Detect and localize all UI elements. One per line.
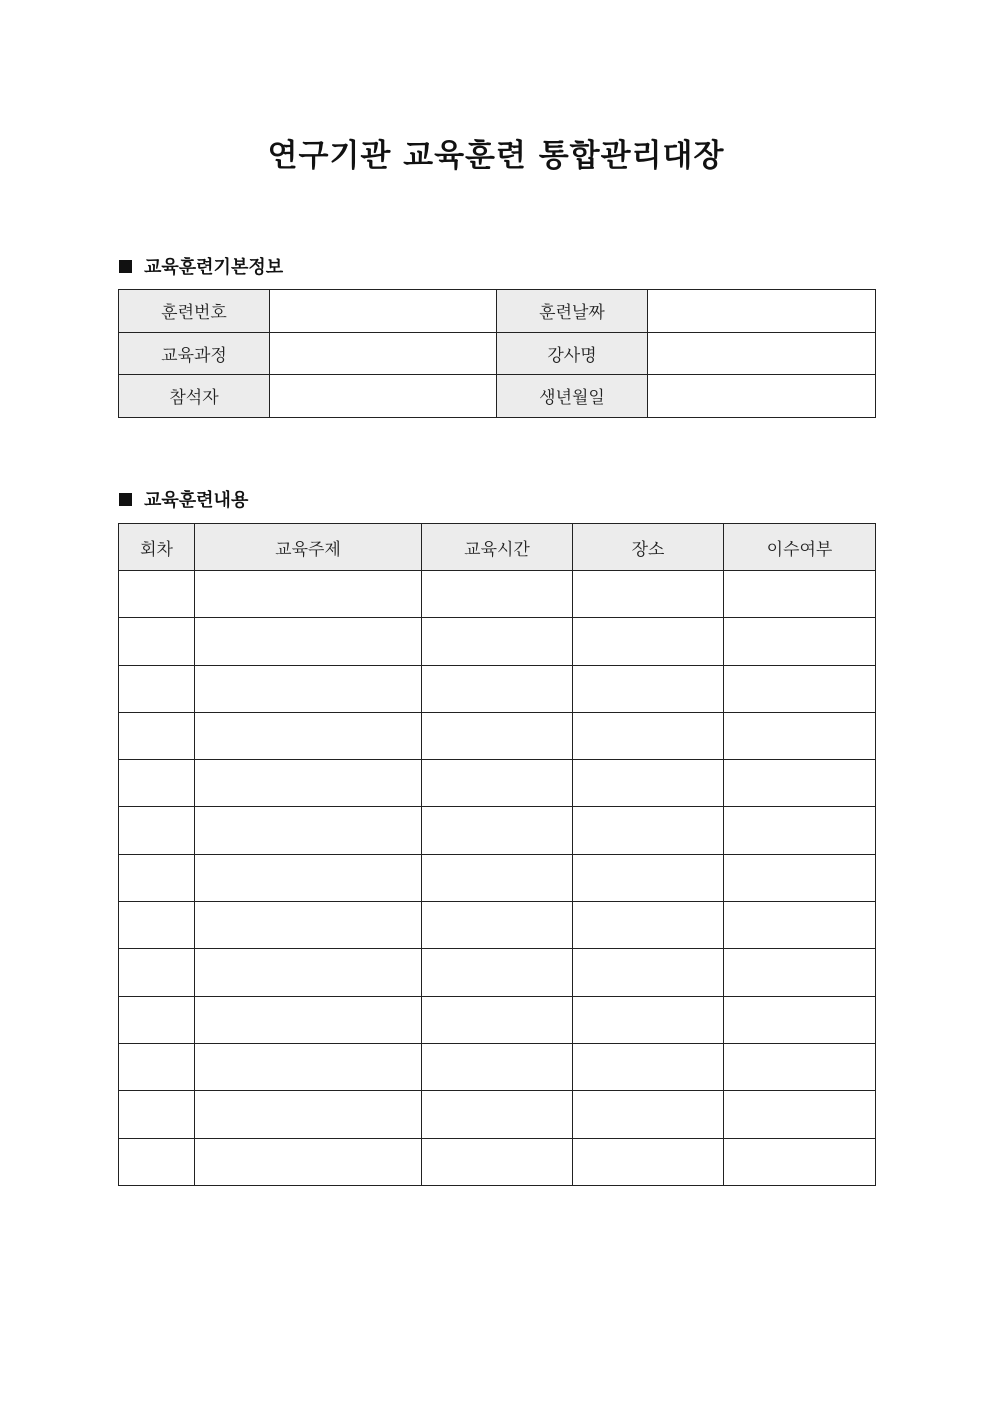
table-cell[interactable]: [573, 996, 724, 1043]
table-cell[interactable]: [724, 1138, 876, 1185]
basic-info-row: [119, 332, 876, 375]
table-cell[interactable]: [195, 618, 422, 665]
basic-info-value-field[interactable]: [648, 332, 876, 375]
table-row: [119, 665, 876, 712]
table-cell[interactable]: [422, 1091, 573, 1138]
table-cell[interactable]: [573, 902, 724, 949]
table-cell[interactable]: [573, 949, 724, 996]
table-cell[interactable]: [195, 665, 422, 712]
content-table-header-row: [119, 524, 876, 571]
table-row: [119, 949, 876, 996]
table-cell[interactable]: [119, 1043, 195, 1090]
table-cell[interactable]: [422, 618, 573, 665]
table-cell[interactable]: [119, 712, 195, 759]
basic-info-heading-label: 교육훈련기본정보: [144, 257, 284, 278]
table-cell[interactable]: [119, 571, 195, 618]
table-cell[interactable]: [119, 854, 195, 901]
table-cell[interactable]: [724, 1043, 876, 1090]
table-cell[interactable]: [119, 1138, 195, 1185]
basic-info-row: [119, 375, 876, 418]
table-cell[interactable]: [724, 712, 876, 759]
table-cell[interactable]: [573, 1138, 724, 1185]
table-row: [119, 996, 876, 1043]
table-cell[interactable]: [422, 712, 573, 759]
table-cell[interactable]: [422, 1043, 573, 1090]
table-cell[interactable]: [422, 996, 573, 1043]
table-cell[interactable]: [119, 949, 195, 996]
table-row: [119, 807, 876, 854]
basic-info-label: 교육과정: [119, 332, 270, 375]
table-row: [119, 618, 876, 665]
basic-info-row: [119, 290, 876, 333]
table-cell[interactable]: [422, 1138, 573, 1185]
table-cell[interactable]: [422, 949, 573, 996]
content-heading-label: 교육훈련내용: [144, 490, 249, 511]
table-cell[interactable]: [195, 1043, 422, 1090]
basic-info-label: 생년월일: [497, 375, 648, 418]
table-row: [119, 712, 876, 759]
table-cell[interactable]: [422, 760, 573, 807]
table-row: [119, 571, 876, 618]
column-header: 이수여부: [724, 524, 876, 571]
table-row: [119, 1091, 876, 1138]
table-cell[interactable]: [724, 807, 876, 854]
table-cell[interactable]: [573, 665, 724, 712]
basic-info-value-field[interactable]: [270, 290, 497, 333]
table-cell[interactable]: [119, 996, 195, 1043]
table-cell[interactable]: [119, 665, 195, 712]
content-heading: [119, 486, 248, 512]
table-cell[interactable]: [573, 1091, 724, 1138]
table-cell[interactable]: [573, 571, 724, 618]
basic-info-label: 참석자: [119, 375, 270, 418]
table-row: [119, 902, 876, 949]
table-cell[interactable]: [573, 1043, 724, 1090]
table-cell[interactable]: [119, 807, 195, 854]
basic-info-heading: [119, 253, 283, 279]
column-header: 회차: [119, 524, 195, 571]
table-cell[interactable]: [195, 854, 422, 901]
basic-info-value-field[interactable]: [648, 290, 876, 333]
column-header: 교육시간: [422, 524, 573, 571]
table-cell[interactable]: [573, 807, 724, 854]
basic-info-value-field[interactable]: [270, 375, 497, 418]
table-cell[interactable]: [573, 854, 724, 901]
table-cell[interactable]: [422, 854, 573, 901]
table-cell[interactable]: [195, 760, 422, 807]
table-cell[interactable]: [195, 712, 422, 759]
table-cell[interactable]: [195, 807, 422, 854]
table-cell[interactable]: [724, 618, 876, 665]
table-cell[interactable]: [573, 760, 724, 807]
table-cell[interactable]: [195, 902, 422, 949]
table-cell[interactable]: [724, 996, 876, 1043]
table-cell[interactable]: [724, 949, 876, 996]
table-row: [119, 854, 876, 901]
table-cell[interactable]: [119, 618, 195, 665]
basic-info-label: 훈련번호: [119, 290, 270, 333]
square-bullet-icon: [119, 260, 132, 273]
basic-info-value-field[interactable]: [270, 332, 497, 375]
table-cell[interactable]: [195, 949, 422, 996]
table-cell[interactable]: [724, 760, 876, 807]
table-cell[interactable]: [724, 1091, 876, 1138]
table-cell[interactable]: [119, 902, 195, 949]
table-cell[interactable]: [195, 996, 422, 1043]
basic-info-label: 강사명: [497, 332, 648, 375]
table-cell[interactable]: [724, 571, 876, 618]
table-cell[interactable]: [195, 1091, 422, 1138]
table-cell[interactable]: [724, 902, 876, 949]
table-cell[interactable]: [119, 1091, 195, 1138]
table-cell[interactable]: [422, 807, 573, 854]
table-cell[interactable]: [573, 712, 724, 759]
document-title: 연구기관 교육훈련 통합관리대장: [267, 138, 725, 174]
table-cell[interactable]: [422, 902, 573, 949]
table-cell[interactable]: [422, 665, 573, 712]
table-cell[interactable]: [724, 854, 876, 901]
column-header: 장소: [573, 524, 724, 571]
table-cell[interactable]: [195, 571, 422, 618]
table-row: [119, 760, 876, 807]
table-cell[interactable]: [422, 571, 573, 618]
basic-info-table: [118, 289, 876, 418]
basic-info-value-field[interactable]: [648, 375, 876, 418]
square-bullet-icon: [119, 493, 132, 506]
column-header: 교육주제: [195, 524, 422, 571]
basic-info-label: 훈련날짜: [497, 290, 648, 333]
content-table: [118, 523, 876, 1186]
table-cell[interactable]: [573, 618, 724, 665]
table-cell[interactable]: [724, 665, 876, 712]
table-cell[interactable]: [119, 760, 195, 807]
table-row: [119, 1043, 876, 1090]
table-cell[interactable]: [195, 1138, 422, 1185]
table-row: [119, 1138, 876, 1185]
